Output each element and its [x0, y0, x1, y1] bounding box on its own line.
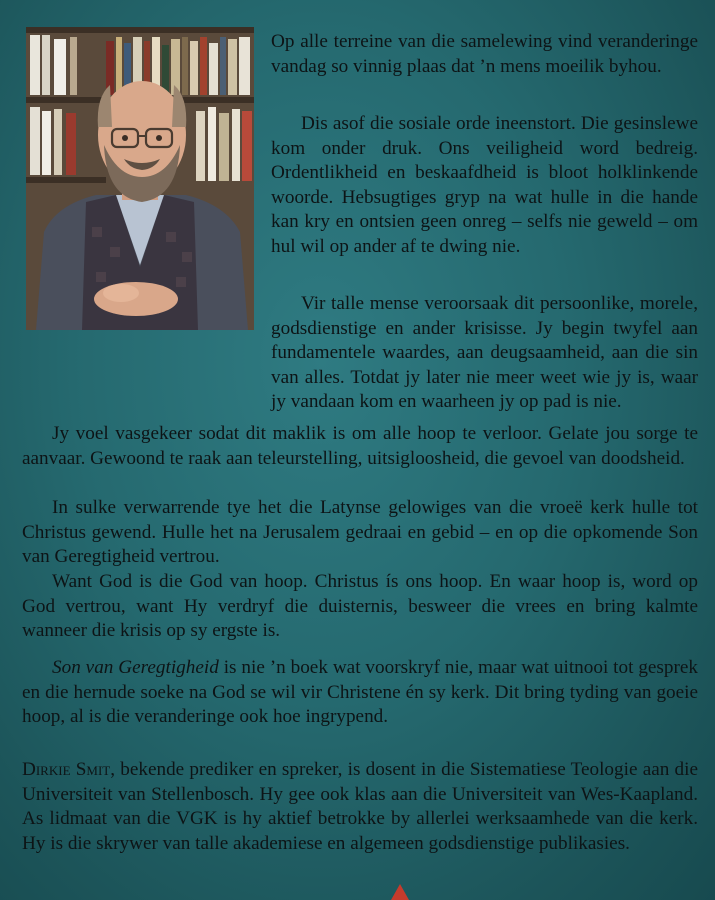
author-bio: [22, 758, 698, 856]
paragraph-3-text: Vir talle mense veroorsaak dit persoonlike, morele, godsdienstige en ander krisisse. Jy begin twyfel aan fundamentele waardes, aan deugsaamheid, aan die sin van alles. Totdat jy later nie meer weet wie jy is, waar jy vandaan kom en waarheen jy op pad is nie.: [271, 293, 698, 413]
paragraph-6: Want God is die God van hoop. Christus ís ons hoop. En waar hoop is, word op God vertrou, want Hy verdryf die duisternis, besweer die vrees en bring kalmte wanneer die krisis op sy ergste is.: [22, 571, 698, 642]
author-name: Dirkie Smit: [22, 759, 111, 780]
paragraph-3: [22, 292, 698, 415]
author-photo: [26, 27, 254, 330]
paragraph-2: Dis asof die sosiale orde ineenstort. Die gesinslewe kom onder druk. Ons veiligheid word bedreig. Ordentlikheid en beskaafdheid is bloot holklinkende woorde. Hebsugtiges gryp na wat hulle in die hande kan kry en ontsien geen onreg – selfs nie geweld – om hul wil op ander af te dwing nie.: [271, 113, 698, 257]
paragraph-4: Jy voel vasgekeer sodat dit maklik is om alle hoop te verloor. Gelate jou sorge te aanvaar. Gewoond te raak aan teleurstelling, uitsigloosheid, die gevoel van doodsheid.: [22, 423, 698, 469]
author-bio-text: , bekende prediker en spreker, is dosent in die Sistematiese Teologie aan die Universiteit van Stellenbosch. Hy gee ook klas aan die Universiteit van Wes-Kaapland. As lidmaat van die VGK is hy aktief betrokke by allerlei werksaamhede van die kerk. Hy is die skrywer van talle akademiese en algemeen godsdienstige publikasies.: [22, 759, 698, 854]
paragraph-5: In sulke verwarrende tye het die Latynse gelowiges van die vroeë kerk hulle tot Christus gewend. Hulle het na Jerusalem gedraai en gebid – en op die opkomende Son van Geregtigheid vertrou.: [22, 497, 698, 568]
book-title: Son van Geregtigheid: [52, 657, 219, 678]
publisher-logo-mark: [391, 884, 409, 900]
paragraph-7: [22, 656, 698, 730]
paragraph-7-text: is nie ’n boek wat voorskryf nie, maar wat uitnooi tot gesprek en die hernude soeke na God se wil vir Christene én sy kerk. Dit bring tyding van goeie hoop, al is die veranderinge ook hoe ingrypend.: [22, 657, 698, 728]
paragraph-1: Op alle terreine van die samelewing vind veranderinge vandag so vinnig plaas dat ’n mens moeilik byhou.: [271, 31, 698, 77]
